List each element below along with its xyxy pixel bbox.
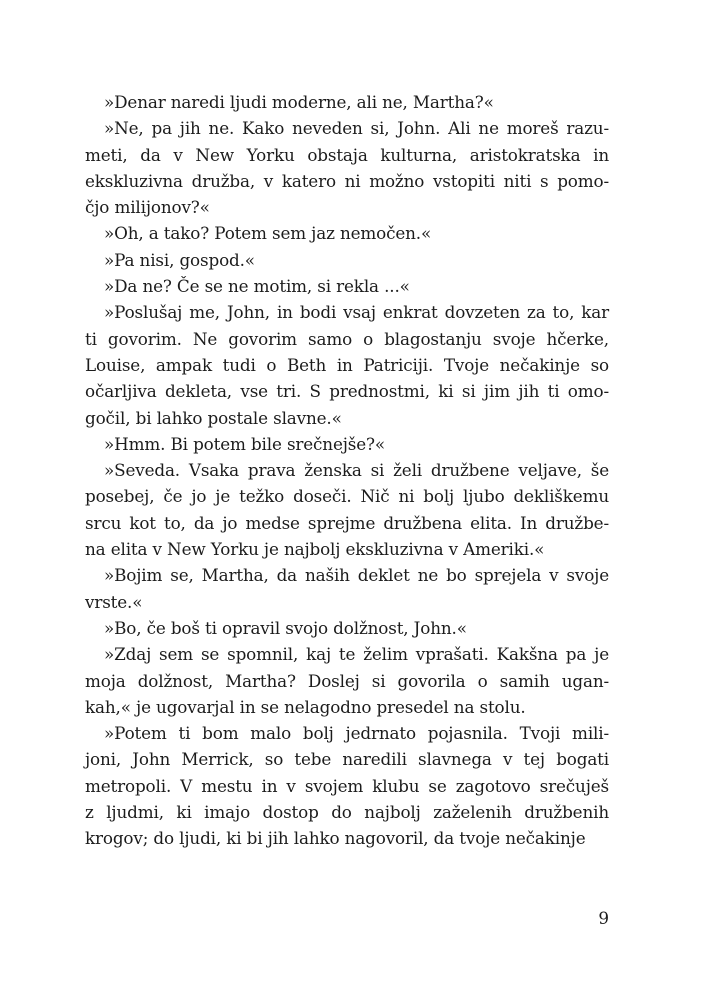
text-line: joni, John Merrick, so tebe naredili slavnega v tej bogati <box>85 749 609 770</box>
paragraph <box>85 89 609 115</box>
paragraph <box>85 220 609 246</box>
text-line: metropoli. V mestu in v svojem klubu se zagotovo srečuješ <box>85 775 609 796</box>
text-line: »Seveda. Vsaka prava ženska si želi družbene veljave, še <box>104 460 609 481</box>
text-line: ekskluzivna družba, v katero ni možno vstopiti niti s pomo- <box>85 170 609 191</box>
text-line: ti govorim. Ne govorim samo o blagostanju svoje hčerke, <box>85 328 609 349</box>
paragraph <box>85 299 609 430</box>
text-line: krogov; do ljudi, ki bi jih lahko nagovoril, da tvoje nečakinje <box>85 828 586 849</box>
text-line: »Oh, a tako? Potem sem jaz nemočen.« <box>104 223 432 244</box>
text-line: moja dolžnost, Martha? Doslej si govorila o samih ugan- <box>85 670 609 691</box>
text-line: posebej, če jo je težko doseči. Nič ni bolj ljubo dekliškemu <box>85 486 609 507</box>
text-line: srcu kot to, da jo medse sprejme družbena elita. In družbe- <box>85 512 609 533</box>
text-line: z ljudmi, ki imajo dostop do najbolj zaželenih družbenih <box>85 802 609 823</box>
paragraph <box>85 562 609 615</box>
paragraph <box>85 720 609 851</box>
text-line: »Da ne? Če se ne motim, si rekla ...« <box>104 276 410 297</box>
paragraph <box>85 115 609 220</box>
text-line: na elita v New Yorku je najbolj ekskluzivna v Ameriki.« <box>85 539 545 560</box>
page-number: 9 <box>598 908 609 928</box>
text-line: »Poslušaj me, John, in bodi vsaj enkrat dovzeten za to, kar <box>104 302 609 323</box>
paragraph <box>85 273 609 299</box>
text-line: »Zdaj sem se spomnil, kaj te želim vprašati. Kakšna pa je <box>104 644 609 665</box>
paragraph <box>85 457 609 562</box>
text-line: »Pa nisi, gospod.« <box>104 249 255 270</box>
text-line: »Bojim se, Martha, da naših deklet ne bo sprejela v svoje <box>104 565 609 586</box>
paragraph <box>85 615 609 641</box>
text-line: »Potem ti bom malo bolj jedrnato pojasnila. Tvoji mili- <box>104 723 609 744</box>
paragraph <box>85 641 609 720</box>
text-line: »Bo, če boš ti opravil svojo dolžnost, John.« <box>104 617 467 638</box>
text-line: očarljiva dekleta, vse tri. S prednostmi, ki si jim jih ti omo- <box>85 381 609 402</box>
text-line: vrste.« <box>85 591 143 612</box>
paragraph <box>85 247 609 273</box>
text-line: gočil, bi lahko postale slavne.« <box>85 407 342 428</box>
text-line: kah,« je ugovarjal in se nelagodno presedel na stolu. <box>85 696 526 717</box>
text-block <box>85 89 609 852</box>
text-line: meti, da v New Yorku obstaja kulturna, aristokratska in <box>85 144 609 165</box>
text-line: »Ne, pa jih ne. Kako neveden si, John. Ali ne moreš razu- <box>104 118 609 139</box>
text-line: čjo milijonov?« <box>85 197 210 218</box>
paragraph <box>85 431 609 457</box>
text-line: »Hmm. Bi potem bile srečnejše?« <box>104 433 386 454</box>
text-line: »Denar naredi ljudi moderne, ali ne, Martha?« <box>104 92 494 112</box>
text-line: Louise, ampak tudi o Beth in Patriciji. Tvoje nečakinje so <box>85 354 609 375</box>
